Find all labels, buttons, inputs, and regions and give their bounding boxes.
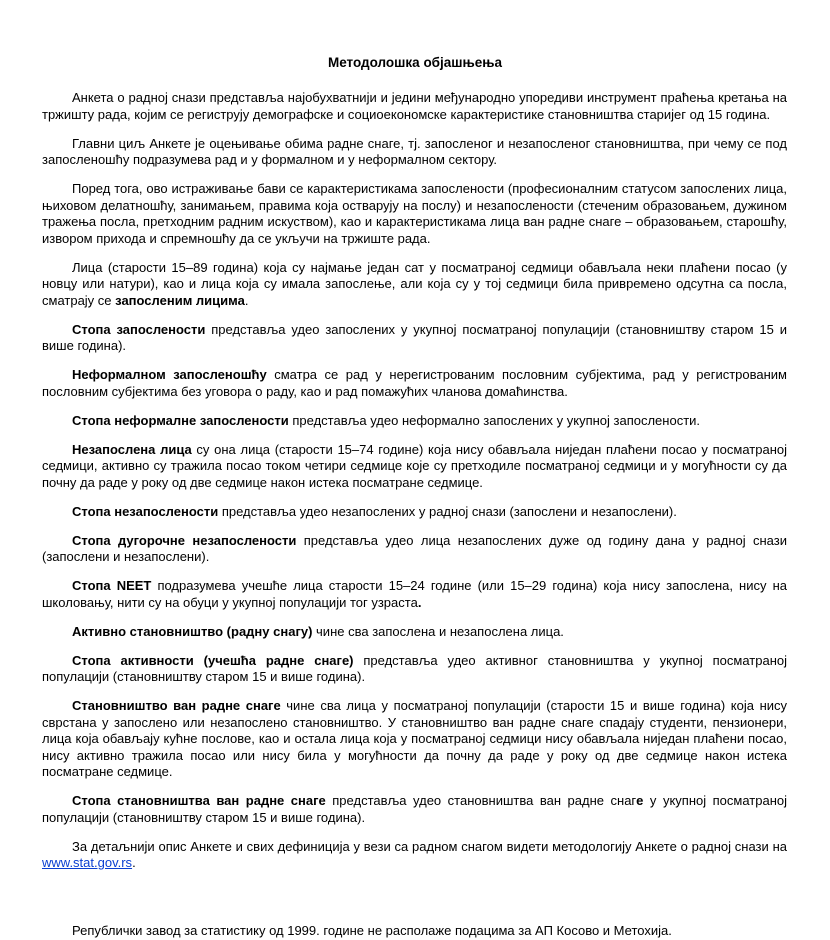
term-bold: Незапослена лица: [72, 441, 192, 457]
paragraph: [42, 578, 787, 611]
paragraph-text: представља удео лица незапослених дуже од годину дана у радној снази (запослени и незапослени).: [42, 532, 787, 564]
paragraph: [42, 793, 787, 826]
term-bold: Стопа дугорочне незапослености: [72, 532, 297, 548]
paragraph: [42, 698, 787, 781]
term-bold: запосленим лицима: [115, 292, 245, 308]
paragraph-text: сматра се рад у нерегистрованим пословним субјектима, рад у регистрованим пословним субјектима без уговора о раду, као и рад помажућих чланова домаћинства.: [42, 367, 787, 399]
paragraph-text: За детаљнији опис Анкете и свих дефиниција у вези са радном снагом видети методологију Анкете о радној снази на: [72, 838, 787, 854]
paragraph: [42, 413, 787, 430]
paragraph-text: Анкета о радној снази представља најобухватнији и једини међународно упоредиви инструмент праћења кретања на тржишту рада, којим се региструју демографске и социоекономске карактеристике становништва старијег од 15 година.: [42, 90, 787, 122]
term-bold: Стопа становништва ван радне снаге: [72, 793, 326, 808]
paragraph: [42, 90, 787, 123]
page-title: Методолошка објашњења: [327, 55, 503, 70]
punctuation: .: [417, 594, 422, 610]
paragraph: [42, 533, 787, 566]
term-bold: Стопа неформалне запослености: [72, 412, 289, 428]
term-bold: Стопа незапослености: [72, 503, 219, 519]
document-body: [42, 90, 787, 884]
paragraph-text: представља удео запослених у укупној посматраној популацији (становништву старом 15 и више година).: [42, 321, 787, 353]
term-bold: е: [636, 793, 644, 808]
term-bold: Стопа запослености: [72, 321, 206, 337]
paragraph: [42, 442, 787, 492]
paragraph-text: представља удео неформално запослених у укупној запослености.: [288, 412, 701, 428]
paragraph-text: представља удео активног становништва у укупној посматраној популацији (становништву старом 15 и више година).: [42, 652, 787, 684]
footer-note: Републички завод за статистику од 1999. године не располаже подацима за АП Косово и Метохија.: [72, 923, 672, 938]
term-bold: Неформалном запосленошћу: [72, 367, 267, 382]
paragraph: [42, 367, 787, 400]
paragraph-text: Главни циљ Анкете је оцењивање обима радне снаге, тј. запосленог и незапосленог становништва, при чему се под запосленошћу подразумева рад и у формалном и у неформалном сектору.: [42, 135, 787, 167]
paragraph: [42, 181, 787, 247]
stat-website-link[interactable]: www.stat.gov.rs: [42, 855, 133, 870]
paragraph-text: Поред тога, ово истраживање бави се карактеристикама запослености (професионалним статусом запослених лица, њиховом делатношћу, занимањем, правима која остварују на послу) и незапослености (стеченим образовањем, дужином тражења посла, претходним радним искуством), као и карактеристикама лица ван радне снаге – образовањем, старошћу, извором прихода и спремношћу да се укључи на тржиште рада.: [42, 181, 787, 246]
paragraph: [42, 624, 787, 641]
paragraph-text: у укупној посматраној популацији (становништву старом 15 и више година).: [42, 793, 787, 825]
paragraph-text: представља удео незапослених у радној снази (запослени и незапослени).: [218, 503, 677, 519]
paragraph: [42, 653, 787, 686]
term-bold: Становништво ван радне снаге: [72, 698, 281, 713]
paragraph-text: су она лица (старости 15–74 године) која нису обављала ниједан плаћени посао у посматраној седмици, активно су тражила посао током четири седмице које су претходиле посматраној седмици и у могућности су да почну да раде у року од две седмице након истека посматране седмице.: [42, 441, 787, 490]
paragraph: [42, 504, 787, 521]
paragraph-text: Лица (старости 15–89 година) која су најмање један сат у посматраној седмици обављала неки плаћени посао (у новцу или натури), као и лица која су имала запослење, али која су у тој седмици била привремено одсутна са посла, сматрају се: [42, 259, 787, 308]
paragraph-text: представља удео становништва ван радне снаг: [325, 793, 637, 808]
paragraph-tail: .: [132, 855, 136, 870]
paragraph-tail: .: [244, 292, 249, 308]
paragraph: [42, 322, 787, 355]
paragraph: [42, 260, 787, 310]
paragraph: [42, 839, 787, 872]
term-bold: Активно становништво (радну снагу): [72, 623, 313, 639]
paragraph: [42, 136, 787, 169]
term-bold: Стопа NEET: [72, 578, 152, 593]
paragraph-text: чине сва запослена и незапослена лица.: [312, 623, 564, 639]
paragraph-text: чине сва лица у посматраној популацији (старости 15 и више година) која нису сврстана у запослено или незапослено становништво. У становништво ван радне снаге спадају студенти, пензионери, лица која обављају кућне послове, као и остала лица која у посматраној седмици нису обављала ниједан плаћени посао, нису активно тражила посао или нису била у могућности да почну да раде у року од две седмице након истека посматране седмице.: [42, 698, 788, 779]
term-bold: Стопа активности (учешћа радне снаге): [72, 652, 354, 668]
paragraph-text: подразумева учешће лица старости 15–24 године (или 15–29 година) која нису запослена, нису на школовању, нити су на обуци у укупној популацији тог узраста: [42, 578, 787, 610]
